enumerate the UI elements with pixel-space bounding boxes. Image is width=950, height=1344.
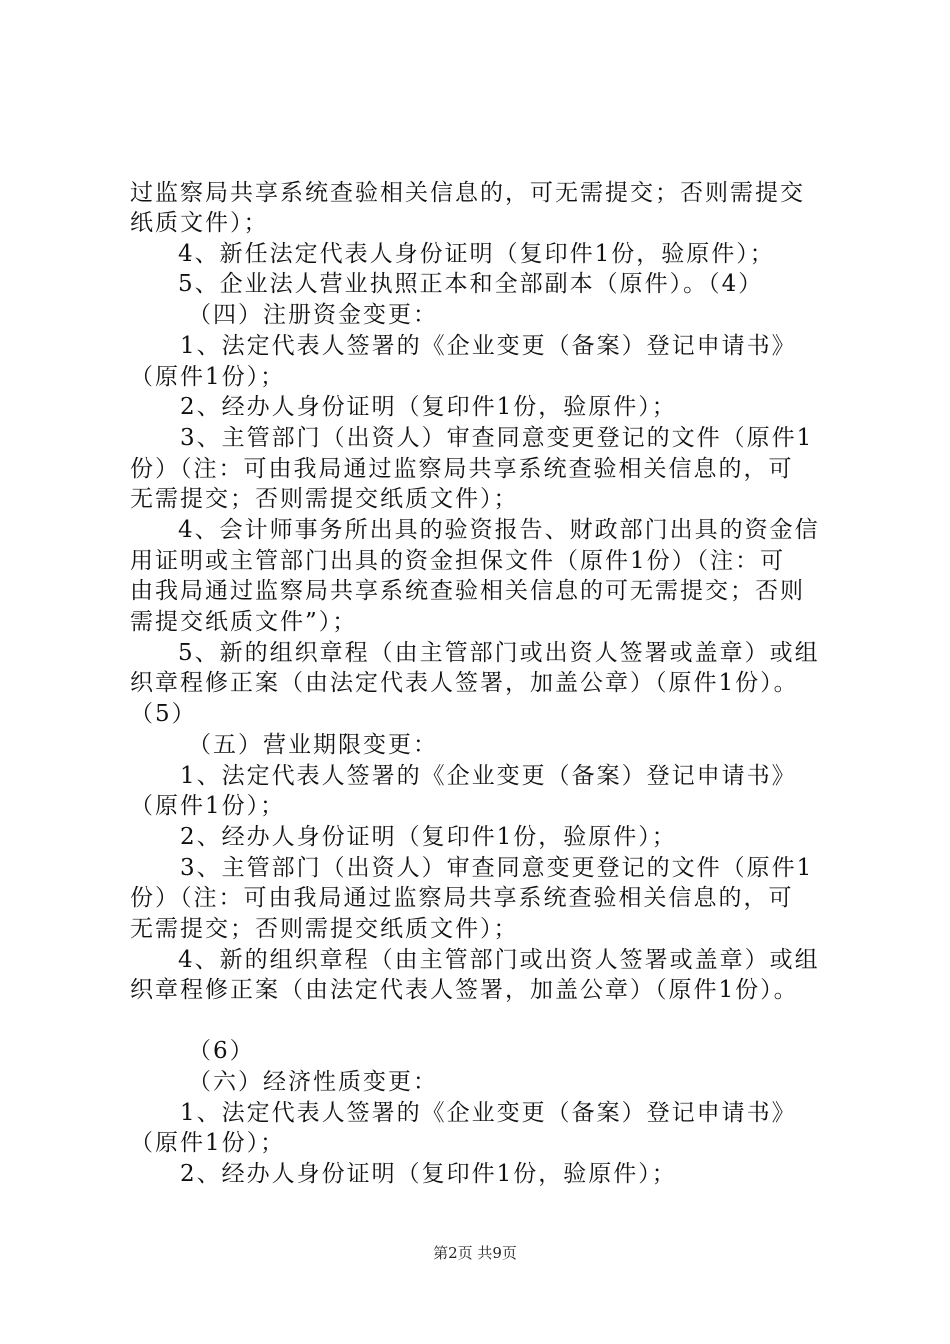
text-line: （原件1份）； (130, 364, 286, 390)
text-line: 纸质文件）； (130, 210, 269, 236)
text-line: 1、法定代表人签署的《企业变更（备案）登记申请书》 (180, 333, 797, 359)
text-line: （原件1份）； (130, 793, 286, 819)
text-line: 织章程修正案（由法定代表人签署，加盖公章）（原件1份）。 (130, 670, 799, 696)
text-line: （5） (130, 701, 197, 727)
text-line: 4、会计师事务所出具的验资报告、财政部门出具的资金信 (178, 517, 820, 543)
text-line: 由我局通过监察局共享系统查验相关信息的可无需提交；否则 (130, 578, 805, 604)
text-line: 需提交纸质文件”）； (130, 609, 358, 635)
text-line: 1、法定代表人签署的《企业变更（备案）登记申请书》 (180, 1100, 797, 1126)
page-footer: 第2页 共9页 (433, 1244, 517, 1262)
text-line: （四）注册资金变更： (188, 302, 438, 328)
text-line: 份）（注：可由我局通过监察局共享系统查验相关信息的，可 (130, 456, 794, 482)
text-line: 2、经办人身份证明（复印件1份，验原件）； (180, 824, 677, 850)
text-line: 3、主管部门（出资人）审查同意变更登记的文件（原件1 (180, 855, 814, 881)
text-line: 织章程修正案（由法定代表人签署，加盖公章）（原件1份）。 (130, 977, 799, 1003)
text-line: 3、主管部门（出资人）审查同意变更登记的文件（原件1 (180, 425, 814, 451)
text-line: 无需提交；否则需提交纸质文件）； (130, 486, 519, 512)
text-line: 2、经办人身份证明（复印件1份，验原件）； (180, 1161, 677, 1187)
text-line: （六）经济性质变更： (188, 1069, 438, 1095)
text-line: 用证明或主管部门出具的资金担保文件（原件1份）（注：可 (130, 548, 786, 574)
text-line: 4、新的组织章程（由主管部门或出资人签署或盖章）或组 (178, 947, 820, 973)
text-line: （原件1份）； (130, 1130, 286, 1156)
text-line: 无需提交；否则需提交纸质文件）； (130, 916, 519, 942)
text-line: 份）（注：可由我局通过监察局共享系统查验相关信息的，可 (130, 885, 794, 911)
text-line: （6） (188, 1038, 255, 1064)
text-line: 过监察局共享系统查验相关信息的，可无需提交；否则需提交 (130, 180, 805, 206)
text-line: 5、企业法人营业执照正本和全部副本（原件）。（4） (178, 271, 764, 297)
text-line: 4、新任法定代表人身份证明（复印件1份，验原件）； (178, 241, 775, 267)
text-line: 2、经办人身份证明（复印件1份，验原件）； (180, 394, 677, 420)
text-line: 5、新的组织章程（由主管部门或出资人签署或盖章）或组 (178, 640, 820, 666)
text-line: 1、法定代表人签署的《企业变更（备案）登记申请书》 (180, 763, 797, 789)
text-line: （五）营业期限变更： (188, 732, 438, 758)
